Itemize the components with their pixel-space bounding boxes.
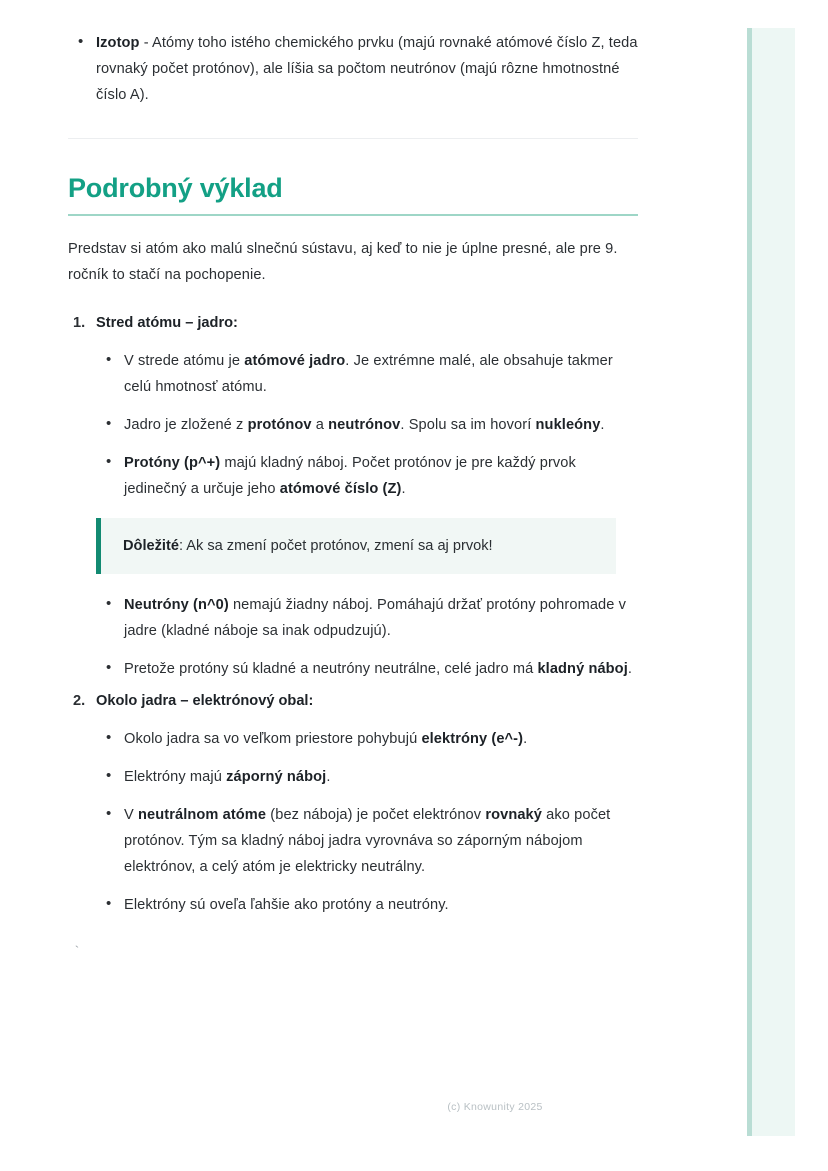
- list-item-body: [96, 35, 638, 103]
- bullet-emphasis-1: protónov: [247, 417, 312, 433]
- step-bullets: [96, 726, 638, 918]
- glossary-term: Izotop: [96, 35, 140, 51]
- right-side-strip[interactable]: [747, 28, 795, 1136]
- list-item-body: [124, 353, 613, 395]
- footer-copyright: (c) Knowunity 2025: [447, 1101, 543, 1113]
- bullet-text-0: Jadro je zložené z: [124, 417, 248, 433]
- bullet-text-2: a: [311, 417, 329, 433]
- callout-label: Dôležité: [123, 538, 179, 554]
- list-item: [96, 592, 638, 644]
- bullet-text-2: (bez náboja) je počet elektrónov: [266, 807, 486, 823]
- bullet-emphasis-5: nukleóny: [535, 417, 601, 433]
- bullet-text-0: V: [124, 807, 138, 823]
- bullet-text-0: V strede atómu je: [124, 353, 245, 369]
- list-item-body: [124, 597, 626, 639]
- bullet-text-2: .: [523, 731, 528, 747]
- title-underline: [68, 214, 638, 216]
- list-item: [96, 412, 638, 438]
- bullet-text-0: Elektróny sú oveľa ľahšie ako protóny a neutróny.: [124, 897, 449, 913]
- bullet-text-0: Elektróny majú: [124, 769, 227, 785]
- bullet-text-0: Okolo jadra sa vo veľkom priestore pohybujú: [124, 731, 422, 747]
- step-bullets-after: [96, 592, 638, 682]
- list-item-body: [124, 731, 527, 747]
- list-item: [96, 892, 638, 918]
- intro-paragraph: Predstav si atóm ako malú slnečnú sústavu, aj keď to nie je úplne presné, ale pre 9. ročník to stačí na pochopenie.: [68, 241, 618, 283]
- bullet-text-2: . Je extrémne malé, ale obsahuje takmer celú hmotnosť atómu.: [124, 353, 613, 395]
- list-item-body: [124, 897, 449, 913]
- list-item: [96, 802, 638, 880]
- bullet-text-4: ako počet protónov. Tým sa kladný náboj jadra vyrovnáva so záporným nábojom elektrónov, a celý atóm je elektricky neutrálny.: [124, 807, 611, 875]
- list-item-body: [124, 807, 610, 875]
- list-item-body: [124, 661, 632, 677]
- bullet-emphasis-0: Neutróny (n^0): [124, 597, 229, 613]
- footer: [0, 1101, 828, 1113]
- list-item-body: [124, 455, 576, 497]
- steps-list: [68, 310, 638, 918]
- bullet-text-1: nemajú žiadny náboj. Pomáhajú držať protóny pohromade v jadre (kladné náboje sa inak odpudzujú).: [124, 597, 627, 639]
- step-heading: Okolo jadra – elektrónový obal:: [96, 693, 314, 709]
- bullet-emphasis-1: kladný náboj: [537, 661, 628, 677]
- bullet-text-0: Pretože protóny sú kladné a neutróny neutrálne, celé jadro má: [124, 661, 538, 677]
- bullet-text-2: .: [326, 769, 331, 785]
- bullet-emphasis-3: neutrónov: [328, 417, 401, 433]
- bullet-emphasis-0: Protóny (p^+): [124, 455, 221, 471]
- bullet-text-1: majú kladný náboj. Počet protónov je pre každý prvok jedinečný a určuje jeho: [124, 455, 576, 497]
- callout-message: : Ak sa zmení počet protónov, zmení sa aj prvok!: [178, 538, 493, 554]
- list-item: [96, 726, 638, 752]
- list-item: [68, 30, 638, 108]
- section-divider: [68, 138, 638, 139]
- list-item-body: [124, 417, 605, 433]
- bullet-emphasis-3: rovnaký: [485, 807, 542, 823]
- page-title: Podrobný výklad: [68, 173, 283, 203]
- bullet-text-4: . Spolu sa im hovorí: [400, 417, 536, 433]
- important-callout: [96, 518, 616, 574]
- bullet-text-3: .: [401, 481, 406, 497]
- callout-body: [123, 534, 598, 558]
- step-heading: Stred atómu – jadro:: [96, 315, 238, 331]
- bullet-emphasis-1: záporný náboj: [226, 769, 327, 785]
- right-side-strip-edge[interactable]: [747, 28, 752, 1136]
- list-item: [96, 656, 638, 682]
- bullet-text-2: .: [627, 661, 633, 677]
- stray-backtick: `: [73, 944, 81, 959]
- list-item: [96, 348, 638, 400]
- bullet-emphasis-1: neutrálnom atóme: [138, 807, 267, 823]
- step-item: [68, 688, 638, 918]
- list-item-body: [124, 769, 330, 785]
- bullet-emphasis-1: elektróny (e^-): [421, 731, 524, 747]
- list-item: [96, 450, 638, 502]
- list-item: [96, 764, 638, 790]
- bullet-emphasis-1: atómové jadro: [244, 353, 346, 369]
- bullet-emphasis-2: atómové číslo (Z): [279, 481, 402, 497]
- intro-bullet-list: [68, 30, 638, 108]
- step-bullets: [96, 348, 638, 502]
- bullet-text-6: .: [600, 417, 605, 433]
- glossary-definition: - Atómy toho istého chemického prvku (majú rovnaké atómové číslo Z, teda rovnaký počet protónov), ale líšia sa počtom neutrónov (majú rôzne hmotnostné číslo A).: [96, 35, 638, 103]
- document-content: [68, 30, 638, 959]
- step-item: [68, 310, 638, 682]
